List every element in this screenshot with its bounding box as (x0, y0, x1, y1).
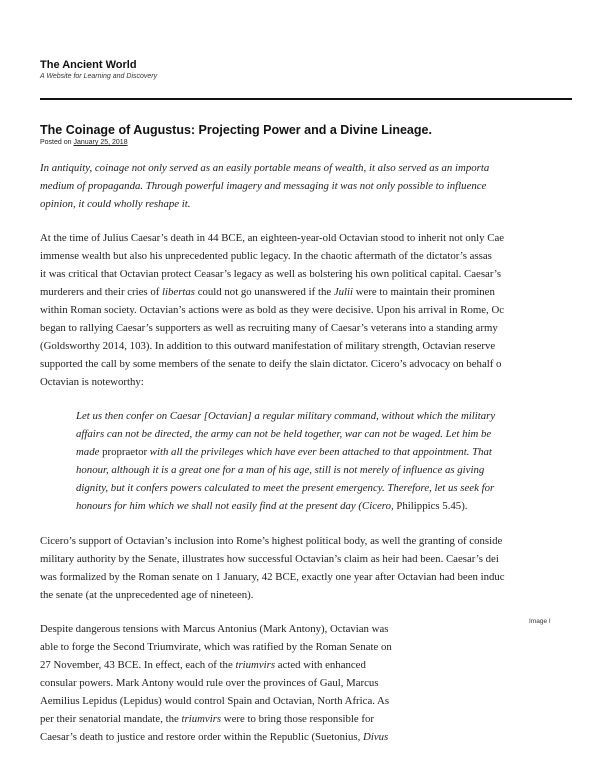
text-line: was formalized by the Roman senate on 1 January, 42 BCE, exactly one year after Octavian had been induc (40, 571, 505, 583)
text-line: Despite dangerous tensions with Marcus Antonius (Mark Antony), Octavian was (40, 623, 389, 635)
text-line: At the time of Julius Caesar’s death in 44 BCE, an eighteen-year-old Octavian stood to inherit not only Cae (40, 232, 505, 244)
text-line: supported the call by some members of the senate to deify the slain dictator. Cicero’s advocacy on behalf o (40, 358, 502, 370)
paragraph-1 (40, 229, 600, 391)
text-line: it was critical that Octavian protect Ceasar’s legacy as well as bolstering his own political capital. Caesar’s (40, 268, 502, 280)
text-line: affairs can not be directed, the army can not be held together, war can not be waged. Let him be (76, 428, 492, 440)
text-span: per their senatorial mandate, the (40, 713, 182, 725)
text-span: 27 November, 43 BCE. In effect, each of the (40, 659, 236, 671)
text-line (40, 656, 600, 674)
text-line (76, 497, 600, 515)
text-line: military authority by the Senate, illustrates how successful Octavian’s claim as heir had been. Caesar’s dei (40, 553, 499, 565)
cicero-blockquote (40, 407, 600, 515)
emphasis-julii: Julii (333, 286, 354, 298)
text-line (40, 728, 600, 746)
paragraph-3 (40, 620, 600, 746)
text-line: immense wealth but also his unprecedented public legacy. In the chaotic aftermath of the dictator’s assas (40, 250, 492, 262)
text-span: could not go unanswered if the (195, 286, 334, 298)
image-caption: Image I (529, 618, 551, 625)
emphasis-triumvirs: triumvirs (181, 713, 222, 725)
text-line: opinion, it could wholly reshape it. (40, 198, 191, 210)
text-span: murderers and their cries of (40, 286, 163, 298)
site-title[interactable]: The Ancient World (40, 59, 137, 71)
text-span: with all the privileges which have ever been attached to that appointment. That (147, 446, 492, 458)
posted-prefix: Posted on (40, 139, 72, 146)
text-line: medium of propaganda. Through powerful imagery and messaging it was not only possible to influence (40, 180, 487, 192)
text-span: were to maintain their prominen (353, 286, 495, 298)
term-propraetor: propraetor (102, 446, 148, 458)
post-date-link[interactable]: January 25, 2018 (73, 139, 128, 146)
text-span: were to bring those responsible for (221, 713, 375, 725)
text-line: within Roman society. Octavian’s actions were as bold as they were decisive. Upon his arrival in Rome, Oc (40, 304, 505, 316)
emphasis-libertas: libertas (162, 286, 196, 298)
text-line (40, 710, 600, 728)
text-line: began to rallying Caesar’s supporters as well as recruiting many of Caesar’s veterans into a standing army (40, 322, 498, 334)
text-line: consular powers. Mark Antony would rule over the provinces of Gaul, Marcus (40, 677, 379, 689)
text-line: the senate (at the unprecedented age of nineteen). (40, 589, 254, 601)
text-span: Caesar’s death to justice and restore order within the Republic (Suetonius, (40, 731, 364, 743)
intro-paragraph (40, 159, 600, 213)
text-line: dignity, but it confers powers calculated to meet the present emergency. Therefore, let us seek for (76, 482, 495, 494)
text-line: Let us then confer on Caesar [Octavian] a regular military command, without which the military (76, 410, 496, 422)
emphasis-divus: Divus (363, 731, 389, 743)
citation-work: Philippics (396, 500, 440, 512)
text-line: Octavian is noteworthy: (40, 376, 144, 388)
header-divider (40, 98, 572, 100)
paragraph-2 (40, 532, 600, 604)
text-line: In antiquity, coinage not only served as an easily portable means of wealth, it also served as an importa (40, 162, 490, 174)
post-meta (40, 139, 128, 146)
text-span: acted with enhanced (275, 659, 366, 671)
text-span: honours for him which we shall not easily find at the present day (Cicero, (76, 500, 397, 512)
text-line (76, 443, 600, 461)
text-line: Cicero’s support of Octavian’s inclusion into Rome’s highest political body, as well the granting of conside (40, 535, 503, 547)
citation-ref: 5.45). (439, 500, 468, 512)
post-title[interactable]: The Coinage of Augustus: Projecting Power and a Divine Lineage. (40, 123, 432, 137)
post-content (40, 159, 600, 746)
text-line: (Goldsworthy 2014, 103). In addition to this outward manifestation of military strength, Octavian reserve (40, 340, 496, 352)
text-line: Aemilius Lepidus (Lepidus) would control Spain and Octavian, North Africa. As (40, 695, 390, 707)
site-tagline: A Website for Learning and Discovery (40, 73, 158, 80)
text-line: honour, although it is a great one for a man of his age, still is not merely of influence as giving (76, 464, 485, 476)
text-line: able to forge the Second Triumvirate, which was ratified by the Roman Senate on (40, 641, 392, 653)
emphasis-triumvirs: triumvirs (235, 659, 276, 671)
text-line (40, 283, 600, 301)
text-span: made (76, 446, 103, 458)
